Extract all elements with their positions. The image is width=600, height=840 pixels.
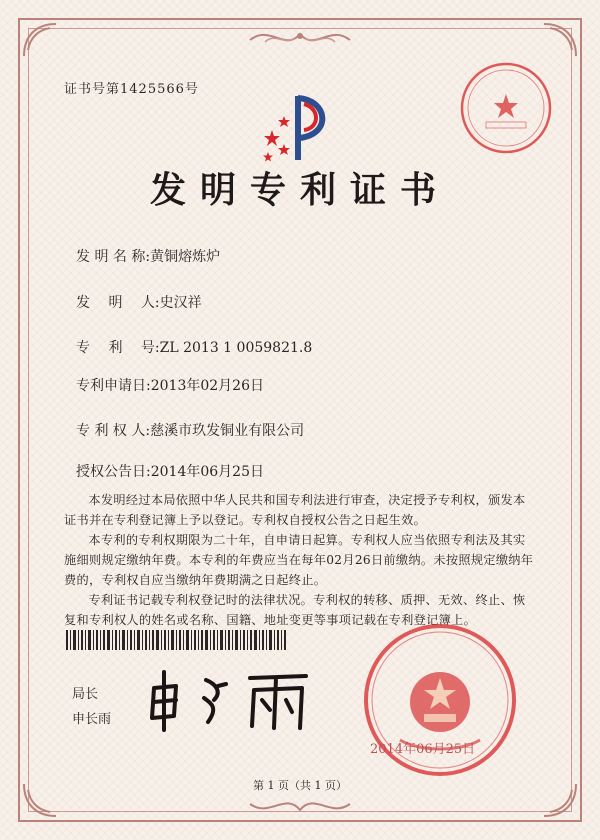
certificate-body xyxy=(64,490,536,630)
body-paragraph-2: 本专利的专利权期限为二十年，自申请日起算。专利权人应当依照专利法及其实施细则规定缴纳年费。本专利的年费应当在每年02月26日前缴纳。未按照规定缴纳年费的，专利权自应当缴纳年费期满之日起终止。 xyxy=(64,533,534,587)
patent-number-field xyxy=(76,337,312,357)
top-ornament xyxy=(240,22,360,58)
agency-seal-small xyxy=(456,58,556,158)
signatory-role: 局长 xyxy=(72,687,99,702)
field-label: 授权公告日: xyxy=(76,464,151,480)
seal-date: 2014年06月25日 xyxy=(370,742,476,757)
patentee-field xyxy=(76,420,304,440)
field-value: 史汉祥 xyxy=(159,295,202,311)
barcode xyxy=(66,630,286,650)
field-value: 黄铜熔炼炉 xyxy=(150,249,221,265)
field-label: 发 明 人: xyxy=(76,295,160,311)
field-value: 2014年06月25日 xyxy=(150,464,264,480)
field-label: 专利申请日: xyxy=(76,378,151,394)
certificate-title: 发明专利证书 xyxy=(149,169,450,211)
corner-ornament-top-left xyxy=(20,20,60,60)
grant-date-field xyxy=(76,461,264,481)
field-label: 发 明 名 称: xyxy=(76,249,151,265)
body-paragraph-3: 专利证书记载专利权登记时的法律状况。专利权的转移、质押、无效、终止、恢复和专利权人的姓名或名称、国籍、地址变更等事项记载在专利登记簿上。 xyxy=(64,593,526,627)
field-value: 2013年02月26日 xyxy=(150,378,264,394)
bottom-ornament xyxy=(240,790,360,820)
signature xyxy=(146,664,316,736)
invention-name-field xyxy=(76,246,220,266)
field-value: 慈溪市玖发铜业有限公司 xyxy=(150,423,305,439)
field-label: 专 利 权 人: xyxy=(76,423,151,439)
application-date-field xyxy=(76,375,264,395)
field-value: ZL 2013 1 0059821.8 xyxy=(159,340,313,356)
patent-office-logo xyxy=(258,90,338,172)
body-paragraph-1: 本发明经过本局依照中华人民共和国专利法进行审查，决定授予专利权，颁发本证书并在专利登记簿上予以登记。专利权自授权公告之日起生效。 xyxy=(64,493,526,527)
inventor-field xyxy=(76,292,202,312)
field-label: 专 利 号: xyxy=(76,340,160,356)
signatory-name: 申长雨 xyxy=(72,712,112,727)
page-number: 第 1 页（共 1 页） xyxy=(253,779,347,792)
corner-ornament-top-right xyxy=(540,20,580,60)
certificate-number: 证书号第1425566号 xyxy=(64,82,199,97)
